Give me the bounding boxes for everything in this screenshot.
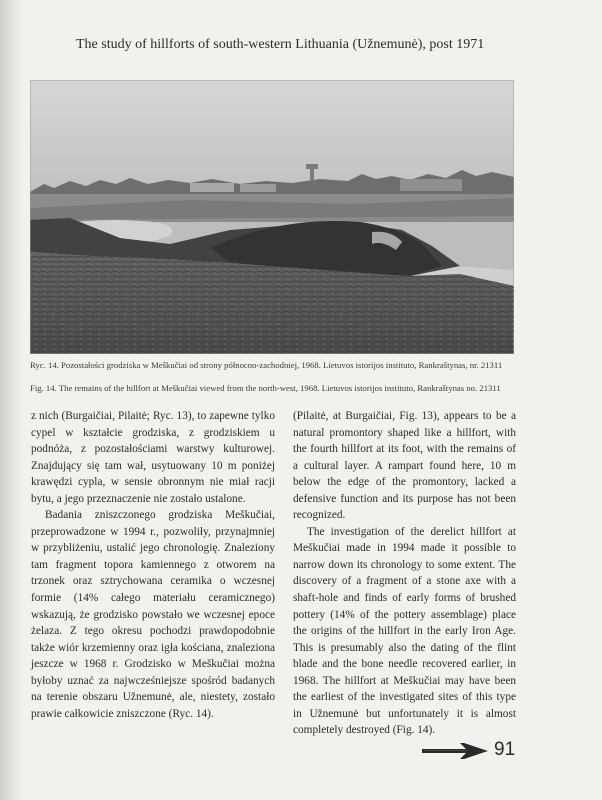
polish-text-column	[31, 408, 275, 722]
english-text-column	[293, 408, 516, 739]
running-header: The study of hillforts of south-western Lithuania (Užnemunė), post 1971	[76, 37, 485, 52]
right-arrow-icon	[422, 742, 488, 760]
figure-caption-polish: Ryc. 14. Pozostałości grodziska w Meškučiai od strony północno-zachodniej, 1968. Lietuvos istorijos instituto, Rankraštynas, nr. 21311	[30, 360, 503, 370]
english-paragraph: The investigation of the derelict hillfort at Meškučiai made in 1994 made it possible to narrow down its chronology to some extent. The discovery of a fragment of a stone axe with a shaft-hole and finds of early forms of brushed pottery (14% of the pottery assemblage) place the origins of the hillfort in the early Iron Age. This is presumably also the dating of the flint blade and the bone needle recovered earlier, in 1968. The hillfort at Meškučiai may have been the earliest of the investigated sites of this type in Užnemunė but unfortunately it is almost completely destroyed (Fig. 14).	[293, 525, 516, 737]
page-number: 91	[494, 739, 516, 760]
figure-caption-english: Fig. 14. The remains of the hillfort at Meškučiai viewed from the north-west, 1968. Lietuvos istorijos instituto, Rankraštynas no. 21311	[30, 383, 501, 393]
english-paragraph: (Pilaitė, at Burgaičiai, Fig. 13), appears to be a natural promontory shaped like a hillfort, with the fourth hillfort at its foot, with the remains of a cultural layer. A rampart found here, 10 m below the edge of the promontory, lacked a defensive function and its purpose has not been recognized.	[293, 410, 516, 522]
polish-paragraph: z nich (Burgaičiai, Pilaitė; Ryc. 13), to zapewne tylko cypel w kształcie grodziska, z grodziskiem u podnóża, z pozostałościami warstwy kulturowej. Znajdujący się tam wał, usytuowany 10 m poniżej krawędzi cypla, w sensie obronnym nie miał racji bytu, a jego przeznaczenie nie zostało ustalone.	[31, 410, 275, 505]
hillfort-photograph	[30, 80, 514, 354]
polish-paragraph: Badania zniszczonego grodziska Meškučiai, przeprowadzone w 1994 r., pozwoliły, przynajmniej w przybliżeniu, ustalić jego chronologię. Znaleziony tam fragment topora kamiennego z otworem na trzonek oraz sztrychowana ceramika o wczesnej formie (14% całego materiału ceramicznego) wskazują, że grodzisko powstało we wczesnej epoce żelaza. Z tego okresu pochodzi prawdopodobnie także wiór krzemienny oraz igła kościana, znaleziona jeszcze w 1968 r. Grodzisko w Meškučiai można byłoby uznać za najwcześniejsze spośród badanych na terenie obszaru Užnemunė, ale, niestety, zostało prawie całkowicie zniszczone (Ryc. 14).	[31, 509, 275, 720]
